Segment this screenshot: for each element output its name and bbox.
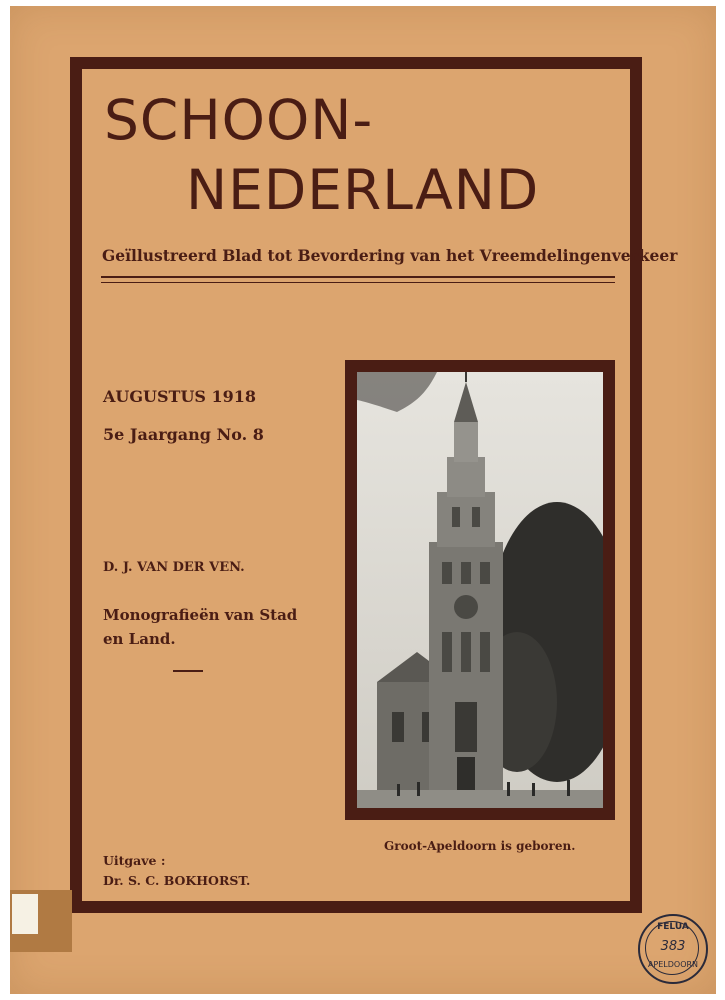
library-label-sticker — [12, 894, 38, 934]
photo-caption: Groot-Apeldoorn is geboren. — [384, 839, 576, 853]
masthead-rule-thick — [101, 276, 615, 278]
article-series-title: Monografieën van Stad en Land. — [103, 606, 298, 648]
stamp-number: 383 — [660, 939, 686, 954]
stamp-top-text: FELUA — [657, 922, 689, 932]
publisher-label: Uitgave : — [103, 853, 166, 868]
church-tower-illustration — [357, 372, 603, 808]
publisher-name: Dr. S. C. BOKHORST. — [103, 873, 251, 888]
masthead-title-line1: SCHOON- — [104, 88, 374, 152]
stamp-bottom-text: APELDOORN — [647, 960, 699, 969]
masthead-rule-thin — [101, 282, 615, 283]
masthead-title-line2: NEDERLAND — [186, 158, 540, 222]
issue-date: AUGUSTUS 1918 — [103, 387, 257, 406]
issue-volume: 5e Jaargang No. 8 — [103, 425, 264, 444]
masthead-subtitle: Geïllustreerd Blad tot Bevordering van het Vreemdelingenverkeer — [102, 246, 678, 265]
cover-photo — [345, 360, 615, 820]
article-author: D. J. VAN DER VEN. — [103, 560, 245, 575]
section-dash — [173, 670, 203, 672]
library-stamp — [638, 914, 708, 984]
